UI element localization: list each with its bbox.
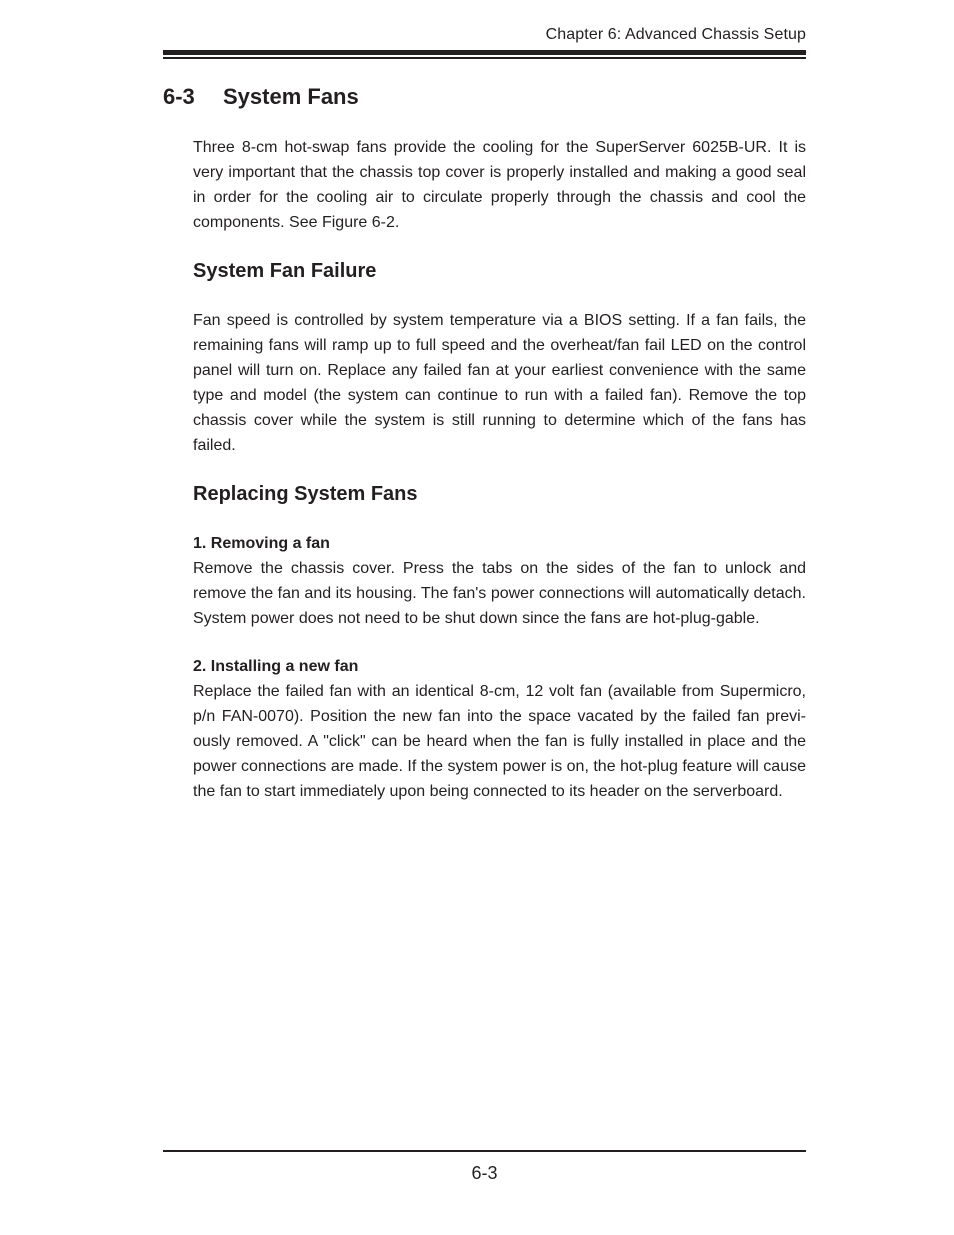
fan-failure-heading: System Fan Failure — [193, 260, 377, 282]
page-number: 6-3 — [471, 1163, 498, 1183]
running-header: Chapter 6: Advanced Chassis Setup — [545, 26, 806, 43]
section-title — [163, 84, 359, 110]
footer-rule — [163, 1150, 806, 1152]
section-number: 6-3 — [163, 84, 195, 109]
fan-failure-paragraph: Fan speed is controlled by system temperature via a BIOS setting. If a fan fails, the remaining fans will ramp up to full speed and the overheat/fan fail LED on the control panel will turn on. Replace any failed fan at your earliest convenience with the same type and model (the system can continue to run with a failed fan). Remove the top chassis cover while the system is still running to determine which of the fans has failed. — [193, 312, 806, 454]
header-rule-thick — [163, 50, 806, 55]
section-title-text: System Fans — [223, 84, 359, 109]
step-removing-heading: 1. Removing a fan — [193, 535, 330, 552]
replacing-fans-heading: Replacing System Fans — [193, 483, 418, 505]
page-content — [193, 135, 806, 804]
step-installing-paragraph: Replace the failed fan with an identical 8-cm, 12 volt fan (available from Supermicro, p/n FAN-0070). Position the new fan into the space vacated by the failed fan previ-ously removed. A "click" can be heard when the fan is fully installed in place and the power connections are made. If the system power is on, the hot-plug feature will cause the fan to start immediately upon being connected to its header on the serverboard. — [193, 683, 806, 800]
header-rule-thin — [163, 57, 806, 59]
step-installing-heading: 2. Installing a new fan — [193, 658, 359, 675]
step-removing-paragraph: Remove the chassis cover. Press the tabs on the sides of the fan to unlock and remove the fan and its housing. The fan's power connections will automatically detach. System power does not need to be shut down since the fans are hot-plug-gable. — [193, 560, 806, 627]
intro-paragraph: Three 8-cm hot-swap fans provide the cooling for the SuperServer 6025B-UR. It is very important that the chassis top cover is properly installed and making a good seal in order for the cooling air to circulate properly through the chassis and cool the components. See Figure 6-2. — [193, 139, 806, 231]
